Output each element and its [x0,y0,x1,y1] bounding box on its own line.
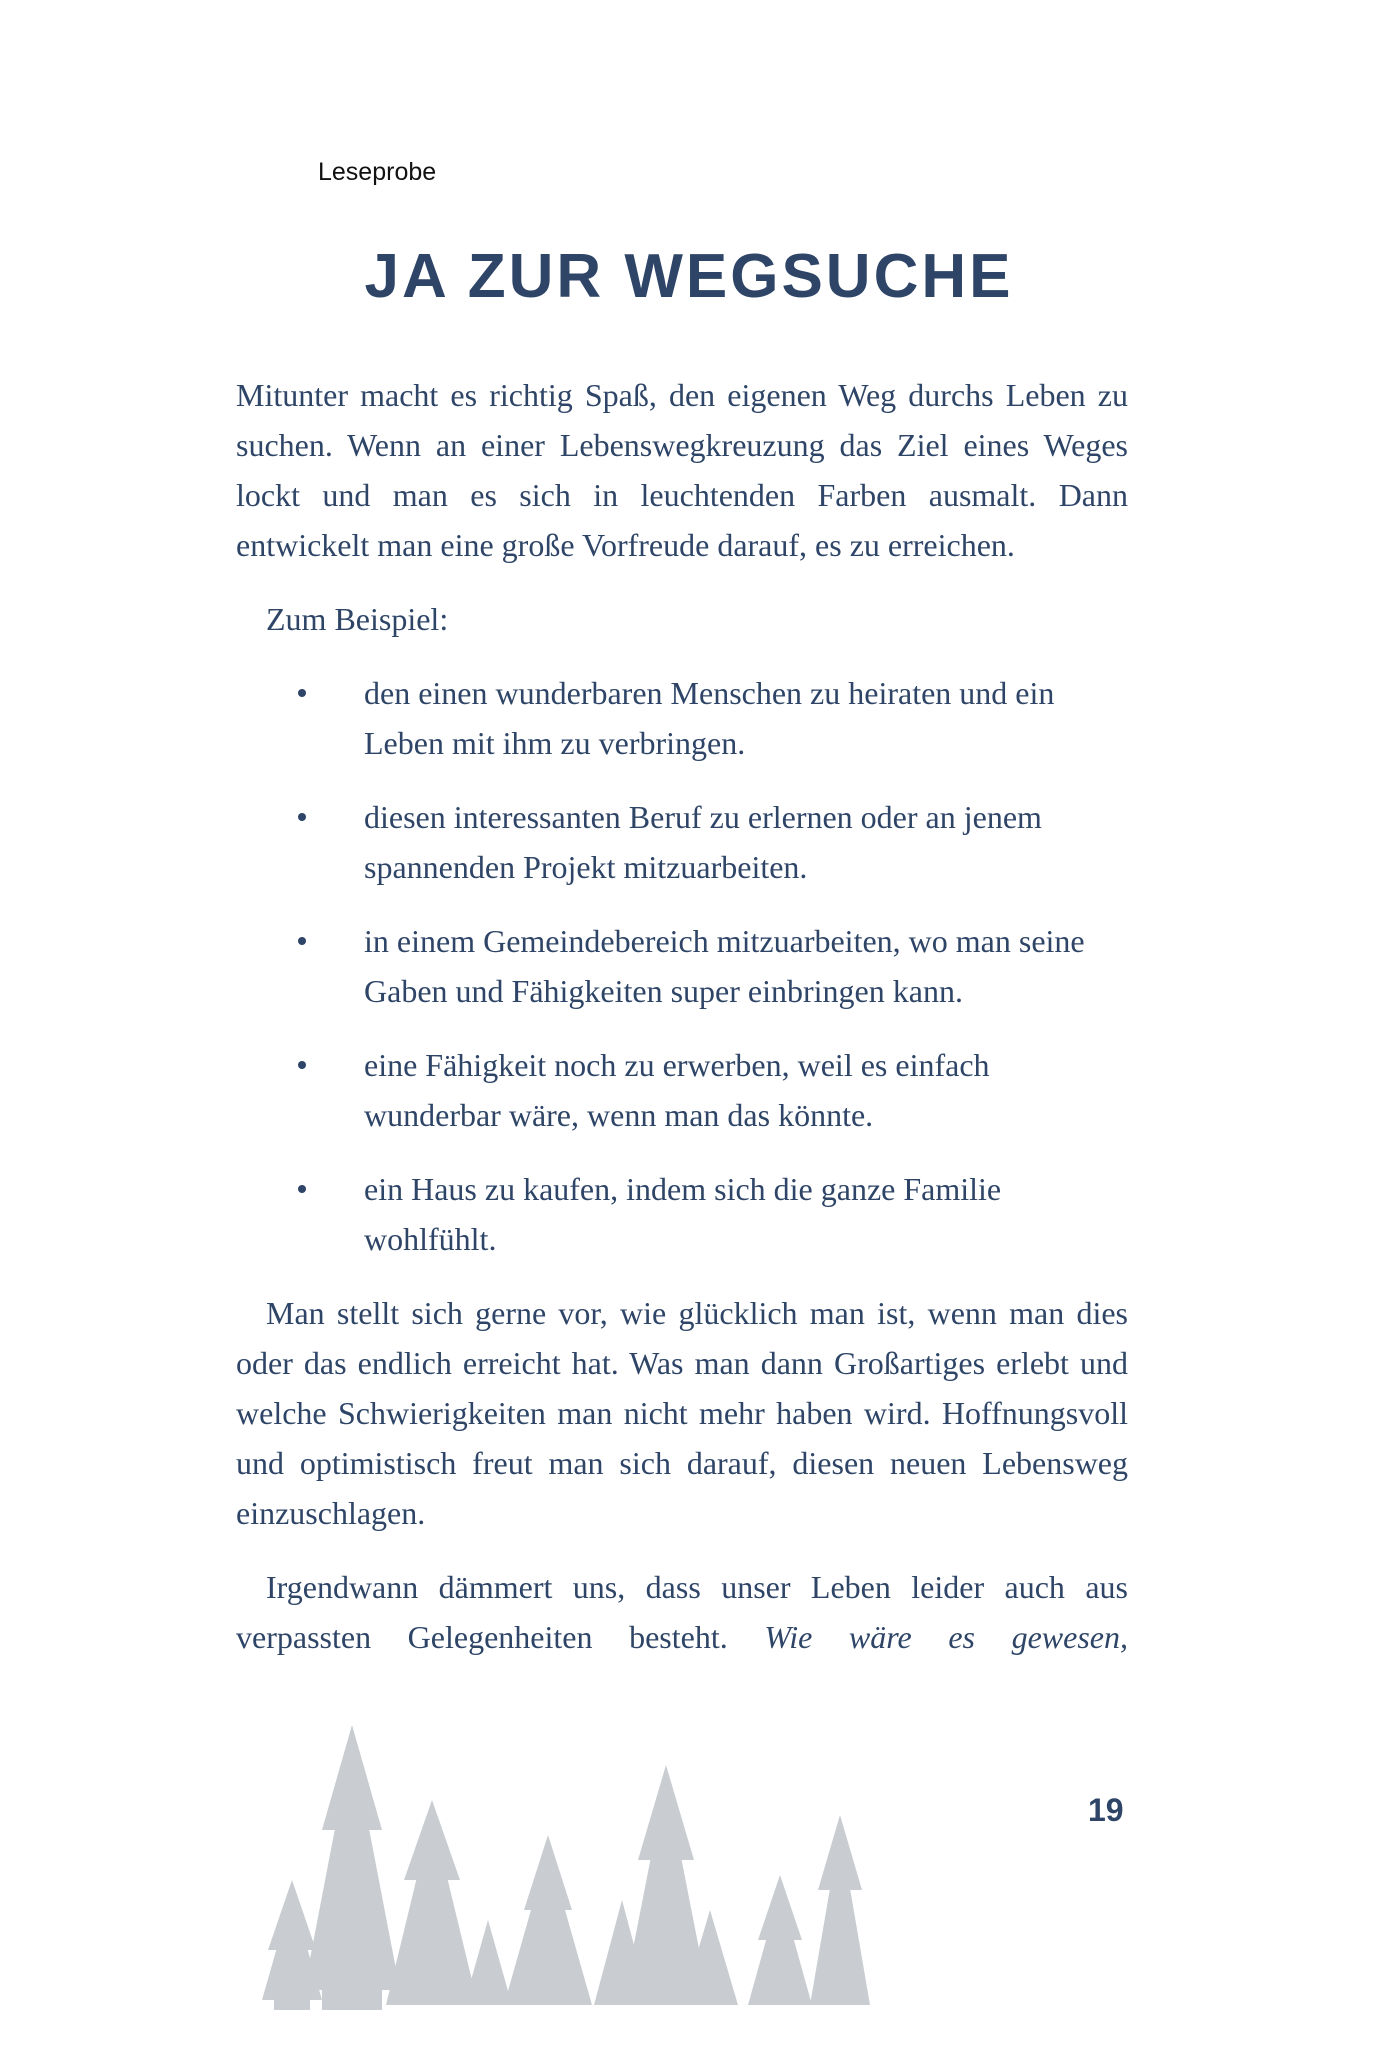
list-item [236,792,1128,892]
list-item-text: in einem Gemeindebereich mitzuarbeiten, wo man seine Gaben und Fähigkeiten super einbringen kann. [364,923,1085,1009]
bullet-icon [298,1061,306,1069]
list-item [236,1164,1128,1264]
list-item-text: den einen wunderbaren Menschen zu heiraten und ein Leben mit ihm zu verbringen. [364,675,1055,761]
list-item-text: eine Fähigkeit noch zu erwerben, weil es einfach wunderbar wäre, wenn man das könnte. [364,1047,990,1133]
tree-icon [464,1920,512,2005]
list-item-text: diesen interessanten Beruf zu erlernen oder an jenem spannenden Projekt mitzuarbeiten. [364,799,1042,885]
bullet-icon [298,1185,306,1193]
tree-icon [638,1765,694,1860]
forest-illustration [250,1720,870,2010]
running-header: Leseprobe [318,158,437,186]
tree-icon [404,1800,460,1880]
tree-icon [322,1725,382,1830]
tree-icon [758,1875,802,1940]
paragraph-missed-chances-text: Irgendwann dämmert uns, dass unser Leben leider auch aus verpassten Gelegenheiten besteht. [236,1569,1128,1655]
paragraph-hope: Man stellt sich gerne vor, wie glücklich man ist, wenn man dies oder das endlich erreicht hat. Was man dann Großartiges erlebt und welche Schwierigkeiten man nicht mehr haben wird. Hoffnungsvoll und optimistisch freut man sich darauf, diesen neuen Lebensweg einzuschlagen. [236,1295,1128,1531]
list-item [236,1040,1128,1140]
paragraph-missed-chances-italic: Wie wäre es gewesen, [764,1619,1129,1655]
paragraph-missed-chances [236,1562,1128,1662]
tree-icon [818,1815,862,1890]
page-number: 19 [1088,1792,1124,1828]
example-intro: Zum Beispiel: [266,601,449,637]
tree-icon [524,1835,572,1910]
list-item [236,668,1128,768]
list-item-text: ein Haus zu kaufen, indem sich die ganze Familie wohlfühlt. [364,1171,1002,1257]
bullet-icon [298,937,306,945]
chapter-title: JA ZUR WEGSUCHE [364,242,1014,311]
example-list [236,668,1128,1264]
body-text [236,370,1128,1662]
bullet-icon [298,689,306,697]
paragraph-intro: Mitunter macht es richtig Spaß, den eigenen Weg durchs Leben zu suchen. Wenn an einer Lebenswegkreuzung das Ziel eines Weges lockt und man es sich in leuchtenden Farben ausmalt. Dann entwickelt man eine große Vorfreude darauf, es zu erreichen. [236,377,1128,563]
bullet-icon [298,813,306,821]
list-item [236,916,1128,1016]
tree-icon [268,1880,316,1950]
